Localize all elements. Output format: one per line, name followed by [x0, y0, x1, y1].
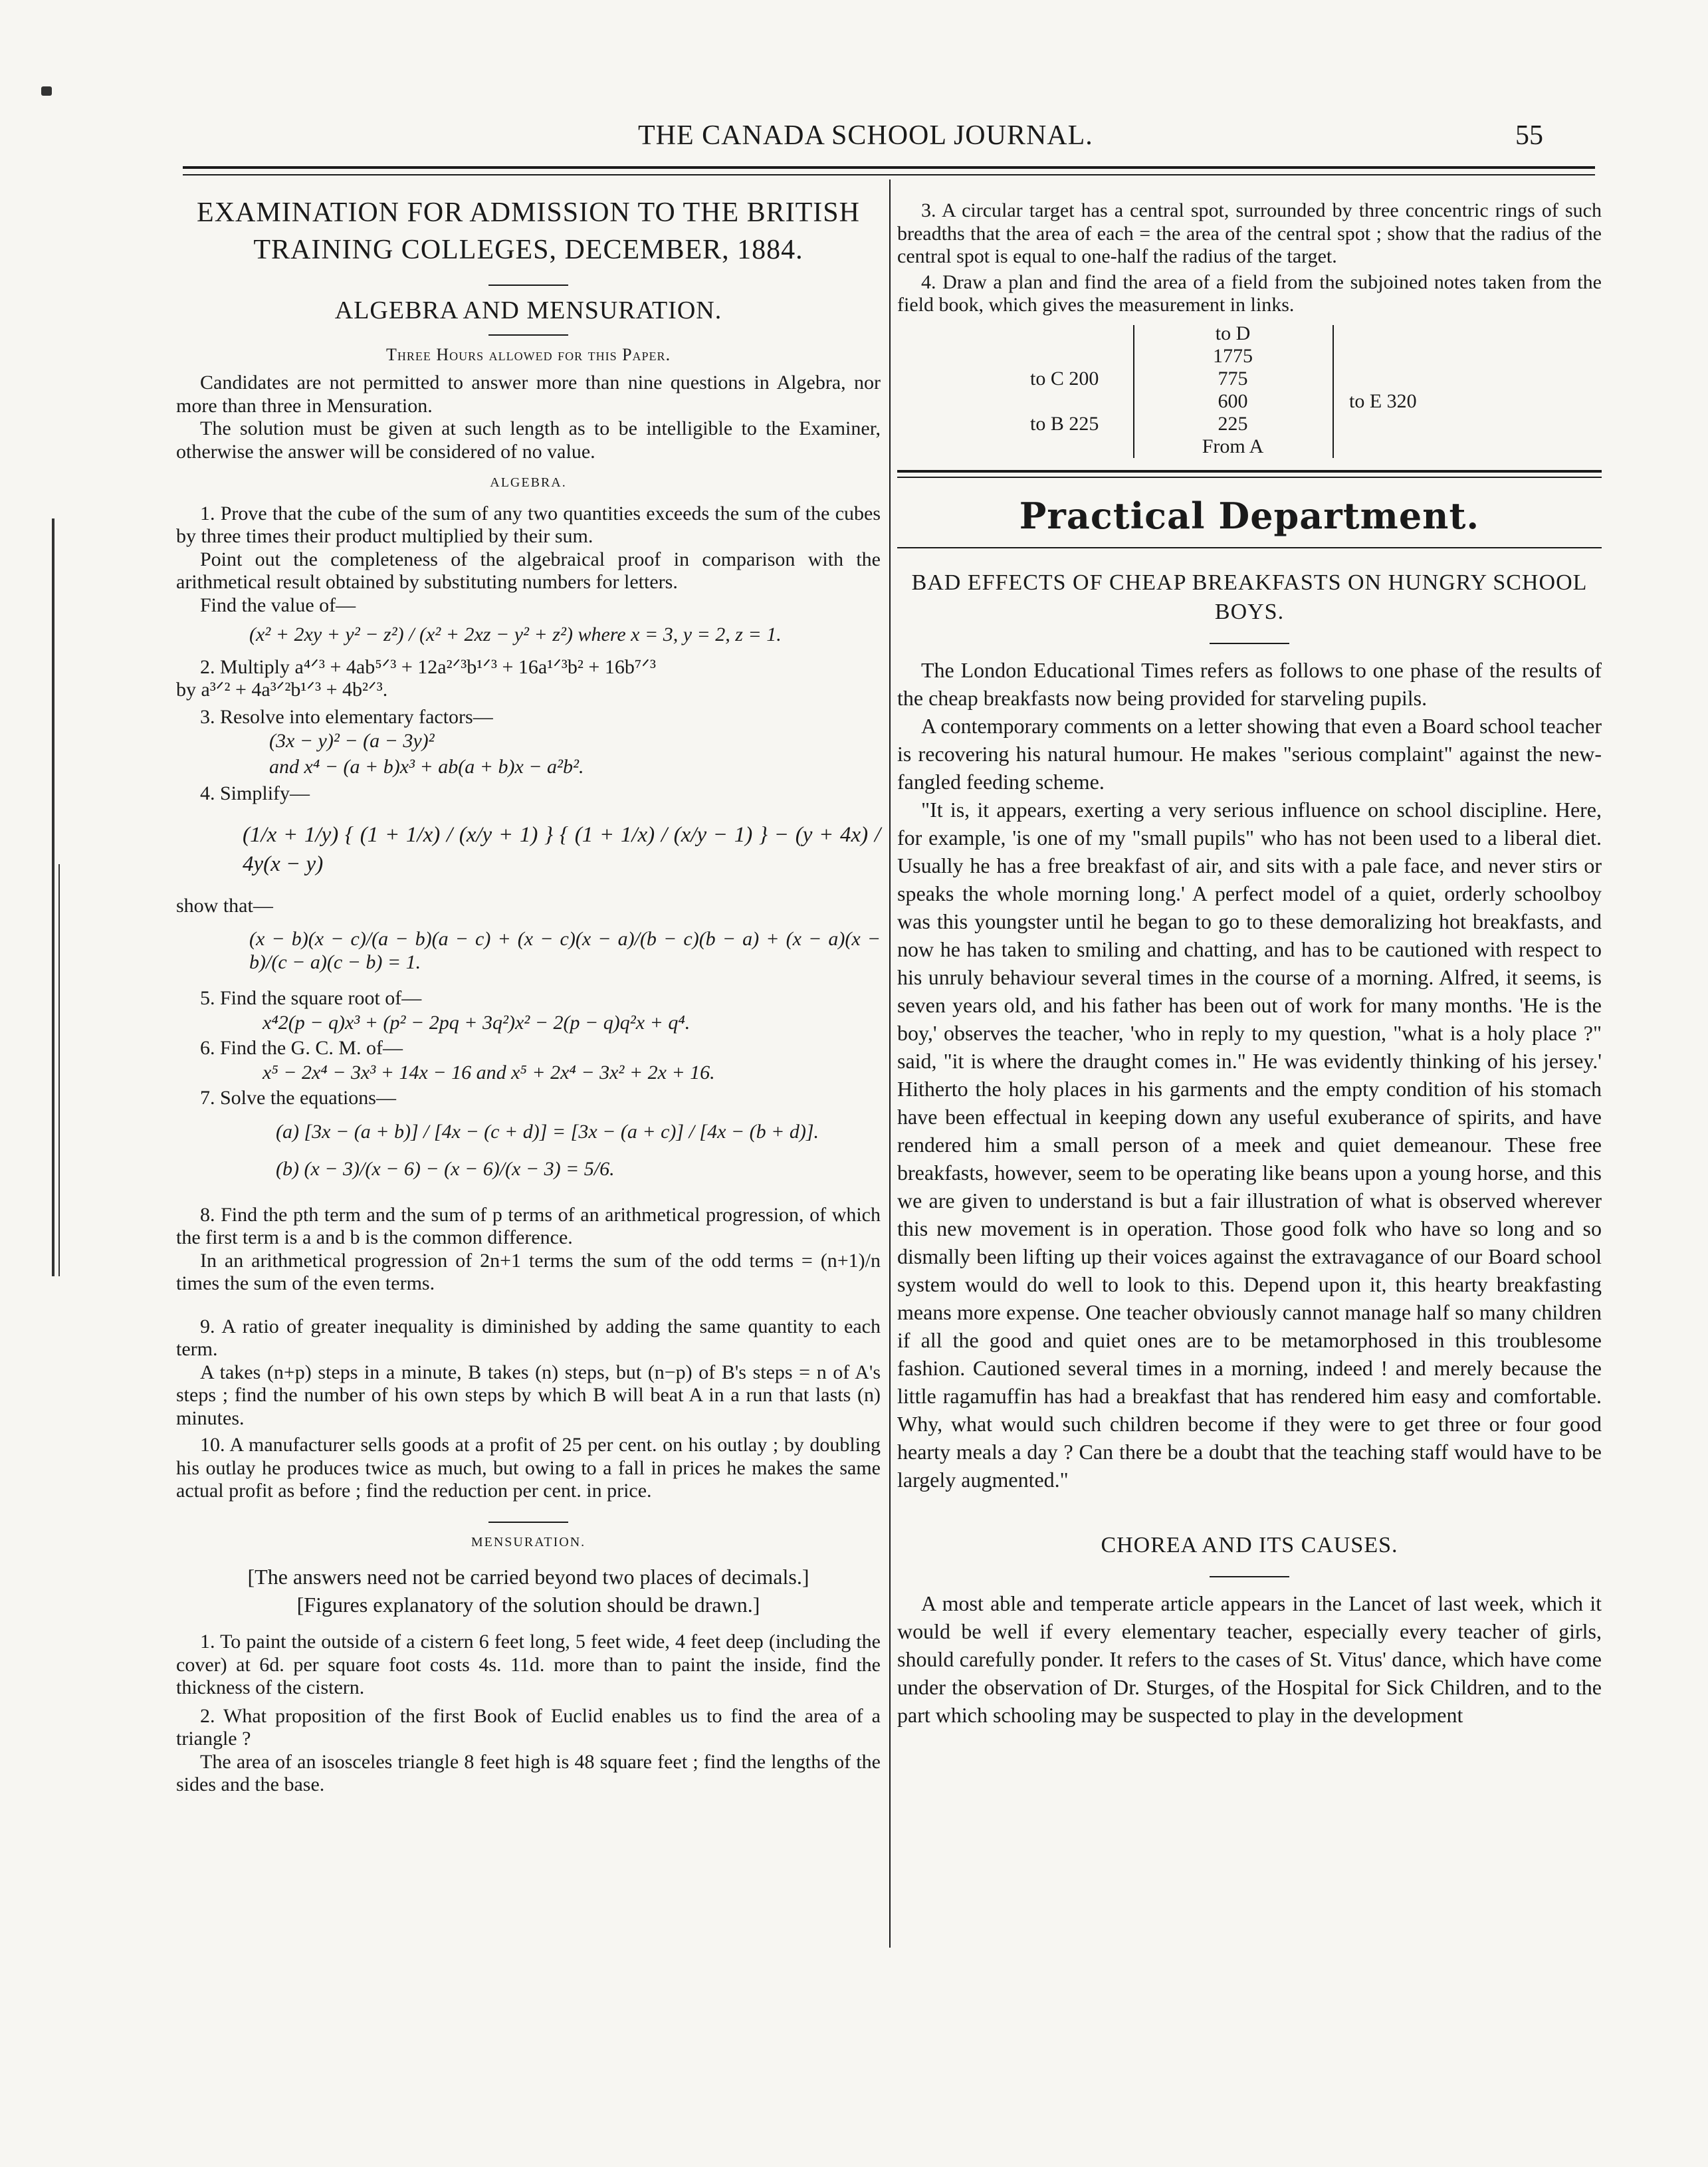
article-2-title: CHOREA AND ITS CAUSES. [1101, 1533, 1398, 1557]
field-book-to-d: to D [1215, 322, 1251, 344]
left-column [176, 193, 881, 1797]
instruction-2: The solution must be given at such length as to be intelligible to the Examiner, otherwise the answer will be considered of no value. [176, 417, 881, 463]
field-book-to-c: to C 200 [1030, 367, 1099, 390]
department-rule-top-2 [897, 477, 1602, 478]
time-allowed: Three Hours allowed for this Paper. [385, 344, 671, 364]
mensuration-q3: 3. A circular target has a central spot, surrounded by three concentric rings of such breadths that the area of each = the area of the central spot ; show that the radius of the central spot is equal to one-half the radius of the target. [897, 199, 1602, 267]
article-2-paragraph-1: A most able and temperate article appears in the Lancet of last week, which it would be well if every elementary teacher, especially every teacher of girls, should carefully ponder. It refers to the cases of St. Vitus' dance, which have come under the observation of Dr. Sturges, of the Hospital for Sick Children, and to the part which schooling may be suspected to play in the development [897, 1591, 1602, 1727]
algebra-q6: 6. Find the G. C. M. of— [200, 1037, 403, 1059]
algebra-q2: 2. Multiply a⁴ᐟ³ + 4ab⁵ᐟ³ + 12a²ᐟ³b¹ᐟ³ + 16a¹ᐟ³b² + 16b⁷ᐟ³ [200, 655, 656, 678]
algebra-q4-equation: (1/x + 1/y) { (1 + 1/x) / (x/y + 1) } { (1 + 1/x) / (x/y − 1) } − (y + 4x) / 4y(x − y) [243, 822, 881, 876]
algebra-q6-equation: x⁵ − 2x⁴ − 3x³ + 14x − 16 and x⁵ + 2x⁴ − 3x² + 2x + 16. [263, 1061, 715, 1084]
article-1-paragraph-3: "It is, it appears, exerting a very serious influence on school discipline. Here, for example, 'is one of my "small pupils" who has not been used to a liberal diet. Usually he has a free breakfast of air, and sits with a pale face, and never stirs or speaks the whole morning long.' A perfect model of a quiet, orderly schoolboy was this youngster until he began to go to these demoralizing hot breakfasts, and now he has taken to smiling and chatting, and has to be cautioned with respect to his unruly behaviour several times in the course of a morning. Alfred, it seems, is seven years old, and his father has been out of work for many months. 'He is the boy,' observes the teacher, 'who in reply to my question, "what is a holy place ?" said, "it is where the draught comes in." He was evidently thinking of his jersey.' Hitherto the holy places in his garments and the empty condition of his stomach have been effectual in keeping down any useful exuberance of spirits, and have rendered him a small person of a meek and quiet demeanour. These free breakfasts, however, seem to be operating like beans upon a young horse, and this we are given to understand is but a fair illustration of what is observed wherever this new movement is in operation. Those good folk who have so long and so dismally been lifting up their voices against the extravagance of our Board school system would do well to look to this. Depend upon it, this hearty breakfasting means more expense. One teacher obviously cannot manage half so many children if all the good and quiet ones are to be metamorphosed in this troublesome fashion. Cautioned several times in a morning, indeed ! and merely because the little ragamuffin has had a breakfast that has rendered him easy and comfortable. Why, what would such children become if they were to get three or four good hearty meals a day ? Can there be a doubt that the teaching staff would have to be largely augmented." [897, 798, 1602, 1492]
header-rule-top [183, 166, 1595, 169]
mensuration-rule [488, 1522, 568, 1523]
article-1-rule [1210, 643, 1289, 644]
mensuration-note-2: [Figures explanatory of the solution should be drawn.] [296, 1593, 760, 1617]
margin-mark-top [41, 86, 52, 96]
header-rule-bottom [183, 174, 1595, 175]
algebra-q4-equation-2: (x − b)(x − c)/(a − b)(a − c) + (x − c)(x − a)/(b − c)(b − a) + (x − a)(x − b)/(c − a)(c − b) = 1. [249, 928, 881, 973]
algebra-q9: 9. A ratio of greater inequality is diminished by adding the same quantity to each term. [176, 1315, 881, 1360]
mensuration-q2: 2. What proposition of the first Book of Euclid enables us to find the area of a triangle ? [176, 1704, 881, 1750]
algebra-q3-equation-1: (3x − y)² − (a − 3y)² [269, 730, 435, 752]
mensuration-q2b: The area of an isosceles triangle 8 feet high is 48 square feet ; find the lengths of the sides and the base. [176, 1750, 881, 1795]
field-book-225: 225 [1218, 412, 1248, 435]
field-book-right-line [1333, 325, 1334, 458]
subject-heading: ALGEBRA AND MENSURATION. [334, 296, 722, 324]
department-rule-top [897, 470, 1602, 473]
algebra-q3: 3. Resolve into elementary factors— [200, 705, 493, 728]
algebra-q2b: by a³ᐟ² + 4a³ᐟ²b¹ᐟ³ + 4b²ᐟ³. [176, 679, 388, 701]
margin-mark-left-line [52, 518, 54, 1276]
article-1-title: BAD EFFECTS OF CHEAP BREAKFASTS ON HUNGRY SCHOOL BOYS. [911, 570, 1588, 624]
algebra-q8: 8. Find the pth term and the sum of p terms of an arithmetical progression, of which the first term is a and b is the common difference. [176, 1203, 881, 1248]
title-rule [488, 285, 568, 286]
page-number: 55 [1515, 120, 1543, 151]
field-book-775: 775 [1218, 367, 1248, 390]
department-heading: Practical Department. [1019, 494, 1480, 537]
right-column [897, 199, 1602, 1729]
algebra-q7: 7. Solve the equations— [200, 1087, 396, 1109]
mensuration-q1: 1. To paint the outside of a cistern 6 feet long, 5 feet wide, 4 feet deep (including the cover) at 6d. per square foot costs 4s. 11d. more than to paint the inside, find the thickness of the cistern. [176, 1631, 881, 1698]
algebra-q1b: Point out the completeness of the algebraical proof in comparison with the arithmetical result obtained by substituting numbers for letters. [176, 548, 881, 593]
article-1-paragraph-1: The London Educational Times refers as follows to one phase of the results of the cheap breakfasts now being provided for starveling pupils. [897, 658, 1602, 710]
algebra-heading: ALGEBRA. [490, 475, 567, 490]
article-2-rule [1210, 1576, 1289, 1577]
algebra-q1c: Find the value of— [200, 594, 356, 616]
algebra-q9b: A takes (n+p) steps in a minute, B takes (n) steps, but (n−p) of B's steps = n of A's steps ; find the number of his own steps by which B will beat A in a run that lasts (n) minutes. [176, 1361, 881, 1429]
field-book-to-b: to B 225 [1030, 412, 1099, 435]
algebra-q7-equation-b: (b) (x − 3)/(x − 6) − (x − 6)/(x − 3) = 5/6. [276, 1158, 615, 1180]
algebra-q3-equation-2: and x⁴ − (a + b)x³ + ab(a + b)x − a²b². [269, 755, 584, 778]
running-header-title: THE CANADA SCHOOL JOURNAL. [638, 120, 1093, 151]
algebra-q1: 1. Prove that the cube of the sum of any two quantities exceeds the sum of the cubes by three times their product multiplied by their sum. [176, 502, 881, 547]
algebra-q4: 4. Simplify— [200, 782, 310, 804]
field-book-table [897, 322, 1602, 462]
algebra-q4b: show that— [176, 894, 273, 917]
instruction-1: Candidates are not permitted to answer more than nine questions in Algebra, nor more than three in Mensuration. [176, 372, 881, 417]
mensuration-q4: 4. Draw a plan and find the area of a field from the subjoined notes taken from the field book, which gives the measurement in links. [897, 271, 1602, 316]
field-book-1775: 1775 [1213, 344, 1253, 367]
column-divider [889, 179, 891, 1948]
exam-title: EXAMINATION FOR ADMISSION TO THE BRITISH TRAINING COLLEGES, DECEMBER, 1884. [197, 197, 860, 265]
algebra-q5-equation: x⁴2(p − q)x³ + (p² − 2pq + 3q²)x² − 2(p − q)q²x + q⁴. [263, 1011, 691, 1034]
department-rule-bottom [897, 547, 1602, 548]
algebra-q5: 5. Find the square root of— [200, 987, 422, 1009]
algebra-q8b: In an arithmetical progression of 2n+1 terms the sum of the odd terms = (n+1)/n times the sum of the even terms. [176, 1249, 881, 1294]
field-book-from-a: From A [1202, 435, 1264, 457]
field-book-to-e: to E 320 [1349, 390, 1417, 412]
field-book-600: 600 [1218, 390, 1248, 412]
mensuration-heading: MENSURATION. [471, 1534, 586, 1549]
mensuration-note-1: [The answers need not be carried beyond two places of decimals.] [247, 1565, 809, 1589]
article-1-paragraph-2: A contemporary comments on a letter showing that even a Board school teacher is recovering his natural humour. He makes "serious complaint" against the new-fangled feeding scheme. [897, 714, 1602, 794]
algebra-q1-equation: (x² + 2xy + y² − z²) / (x² + 2xz − y² + z²) where x = 3, y = 2, z = 1. [249, 624, 782, 645]
algebra-q7-equation-a: (a) [3x − (a + b)] / [4x − (c + d)] = [3x − (a + c)] / [4x − (b + d)]. [276, 1120, 819, 1143]
algebra-q10: 10. A manufacturer sells goods at a profit of 25 per cent. on his outlay ; by doubling his outlay he produces twice as much, but owing to a fall in prices he makes the same actual profit as before ; find the reduction per cent. in price. [176, 1434, 881, 1502]
subject-rule [488, 334, 568, 336]
margin-mark-left-line-2 [58, 864, 60, 1276]
